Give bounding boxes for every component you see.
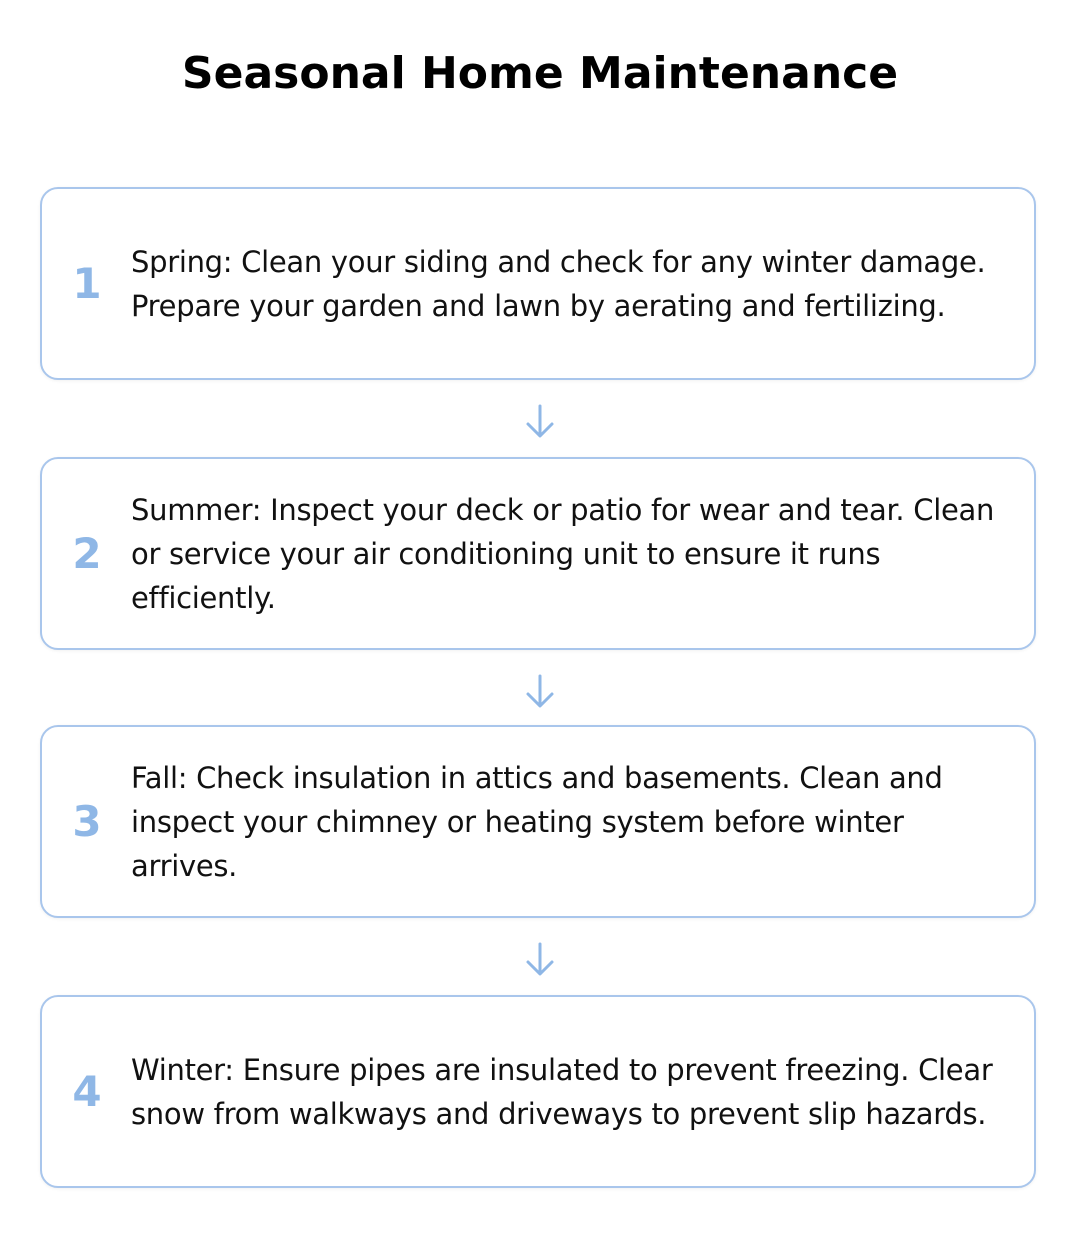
page-title: Seasonal Home Maintenance [181, 48, 899, 99]
step-box-4 [40, 995, 1036, 1188]
arrow-down-icon [522, 941, 558, 981]
step-box-3 [40, 725, 1036, 918]
step-number: 2 [72, 529, 102, 578]
step-number: 3 [72, 797, 102, 846]
step-text: Summer: Inspect your deck or patio for wear and tear. Clean or service your air conditioning unit to ensure it runs efficiently. [131, 492, 995, 615]
step-text: Spring: Clean your siding and check for any winter damage. Prepare your garden and lawn by aerating and fertilizing. [131, 244, 986, 323]
step-text: Fall: Check insulation in attics and basements. Clean and inspect your chimney or heating system before winter arrives. [131, 760, 943, 883]
step-box-2 [40, 457, 1036, 650]
arrow-down-icon [522, 673, 558, 713]
step-box-1 [40, 187, 1036, 380]
step-number: 1 [72, 259, 102, 308]
step-number: 4 [72, 1067, 102, 1116]
step-text: Winter: Ensure pipes are insulated to prevent freezing. Clear snow from walkways and driveways to prevent slip hazards. [131, 1052, 993, 1131]
arrow-down-icon [522, 403, 558, 443]
